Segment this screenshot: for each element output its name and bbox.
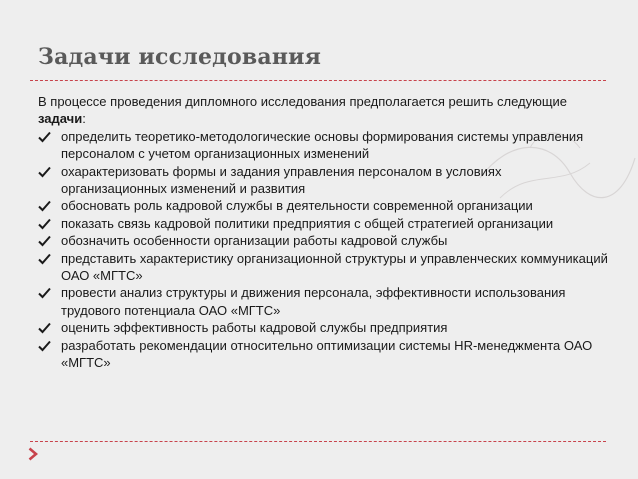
slide-title: Задачи исследования [38, 44, 322, 70]
task-text: обозначить особенности организации работы кадровой службы [61, 233, 448, 249]
list-item [38, 319, 608, 336]
intro-suffix: : [82, 111, 86, 127]
check-icon [38, 131, 51, 143]
check-icon [38, 166, 51, 178]
check-icon [38, 218, 51, 230]
title-divider [30, 80, 606, 81]
task-text: определить теоретико-методологические основы формирования системы управления персоналом с учетом организационных изменений [61, 128, 584, 162]
task-text: показать связь кадровой политики предприятия с общей стратегией организации [61, 215, 554, 231]
task-text: разработать рекомендации относительно оптимизации системы HR-менеджмента ОАО «МГТС» [61, 337, 593, 371]
task-text: обосновать роль кадровой службы в деятельности современной организации [61, 198, 533, 214]
list-item [38, 163, 608, 198]
list-item [38, 232, 608, 249]
slide-content [38, 93, 608, 372]
task-list [38, 128, 608, 372]
task-text: охарактеризовать формы и задания управления персоналом в условиях организационных изменений и развития [61, 163, 502, 197]
arrow-right-icon[interactable] [28, 447, 38, 461]
check-icon [38, 287, 51, 299]
list-item [38, 250, 608, 285]
list-item [38, 284, 608, 319]
intro-text: В процессе проведения дипломного исследования предполагается решить следующие [38, 94, 568, 109]
task-text: провести анализ структуры и движения персонала, эффективности использования трудового потенциала ОАО «МГТС» [61, 285, 566, 318]
footer-divider [30, 441, 606, 442]
check-icon [38, 200, 51, 212]
list-item [38, 197, 608, 214]
check-icon [38, 253, 51, 265]
list-item [38, 128, 608, 163]
intro-bold: задачи [38, 111, 83, 127]
check-icon [38, 235, 51, 247]
intro-paragraph [38, 93, 608, 128]
list-item [38, 337, 608, 372]
check-icon [38, 322, 51, 334]
check-icon [38, 340, 51, 352]
task-text: представить характеристику организационной структуры и управленческих коммуникаций ОАО «МГТС» [61, 250, 608, 284]
task-text: оценить эффективность работы кадровой службы предприятия [61, 320, 448, 336]
list-item [38, 215, 608, 232]
